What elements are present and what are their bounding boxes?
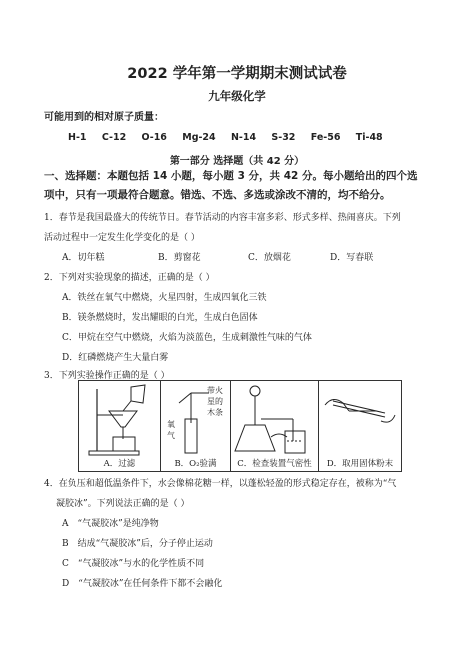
atomic-mass-heading: 可能用到的相对原子质量：	[44, 112, 164, 123]
figure-caption-a: A．过滤	[103, 459, 136, 469]
atomic-mass-item: Mg-24	[182, 132, 216, 143]
exam-title: 2022 学年第一学期期末测试试卷	[127, 66, 347, 82]
q1-stem-line2: 活动过程中一定发生化学变化的是（ ）	[44, 233, 200, 243]
atomic-mass-item: H-1	[68, 132, 87, 143]
q1-option-d: D．写春联	[330, 253, 374, 263]
part1-instruction-line1: 一、选择题：本题包括 14 小题，每小题 3 分，共 42 分。每小题给出的四个选	[44, 170, 418, 182]
q4-option-d: D “气凝胶冰”在任何条件下都不会融化	[62, 579, 223, 589]
atomic-mass-item: O-16	[141, 132, 167, 143]
q2-option-c: C．甲烷在空气中燃烧，火焰为淡蓝色，生成刺激性气味的气体	[62, 333, 312, 343]
q3-figure-table	[78, 380, 402, 472]
figure-caption-b: B．O₂验满	[174, 459, 217, 469]
exam-subtitle: 九年级化学	[208, 89, 266, 103]
q3-stem: 3．下列实验操作正确的是（ ）	[44, 371, 170, 381]
q4-option-a: A “气凝胶冰”是纯净物	[62, 519, 159, 529]
q2-option-a: A．铁丝在氧气中燃烧，火星四射，生成四氧化三铁	[62, 293, 267, 303]
filtration-drawing	[79, 381, 161, 459]
figure-caption-d: D．取用固体粉末	[326, 459, 394, 469]
oxygen-test-figure	[161, 381, 231, 471]
splint-label: 带火星的木条	[207, 386, 223, 417]
part1-heading: 第一部分 选择题（共 42 分）	[169, 156, 305, 167]
q1-option-b: B．剪窗花	[158, 253, 201, 263]
q4-option-c: C “气凝胶冰”与水的化学性质不同	[62, 559, 205, 569]
atomic-mass-item: Ti-48	[355, 132, 383, 143]
q2-option-b: B．镁条燃烧时，发出耀眼的白光，生成白色固体	[62, 313, 258, 323]
figure-caption-c: C．检查装置气密性	[237, 459, 312, 469]
filtration-figure	[79, 381, 161, 471]
powder-drawing	[319, 381, 401, 459]
q2-option-d: D．红磷燃烧产生大量白雾	[62, 353, 169, 363]
atomic-mass-item: C-12	[101, 132, 127, 143]
q2-stem: 2．下列对实验现象的描述，正确的是（ ）	[44, 273, 215, 283]
powder-figure	[319, 381, 401, 471]
atomic-mass-item: Fe-56	[310, 132, 341, 143]
q1-stem-line1: 1．春节是我国最盛大的传统节日。春节活动的内容丰富多彩、形式多样、热闹喜庆。下列	[44, 213, 401, 223]
q4-stem-line2: 凝胶冰”。下列说法正确的是（ ）	[56, 499, 190, 509]
part1-instruction-line2: 项中，只有一项最符合题意。错选、不选、多选或涂改不清的，均不给分。	[44, 189, 391, 201]
q4-stem-line1: 4．在负压和超低温条件下，水会像棉花糖一样，以蓬松轻盈的形式稳定存在，被称为“气	[44, 479, 397, 489]
q4-option-b: B 结成“气凝胶冰”后，分子停止运动	[62, 539, 213, 549]
airtightness-figure	[231, 381, 319, 471]
atomic-mass-list	[68, 132, 395, 143]
atomic-mass-item: S-32	[271, 132, 296, 143]
atomic-mass-item: N-14	[230, 132, 257, 143]
oxygen-label: 氧气	[167, 420, 175, 440]
q1-option-c: C．放烟花	[248, 253, 291, 263]
airtightness-drawing	[231, 381, 319, 459]
q1-option-a: A．切年糕	[62, 253, 105, 263]
